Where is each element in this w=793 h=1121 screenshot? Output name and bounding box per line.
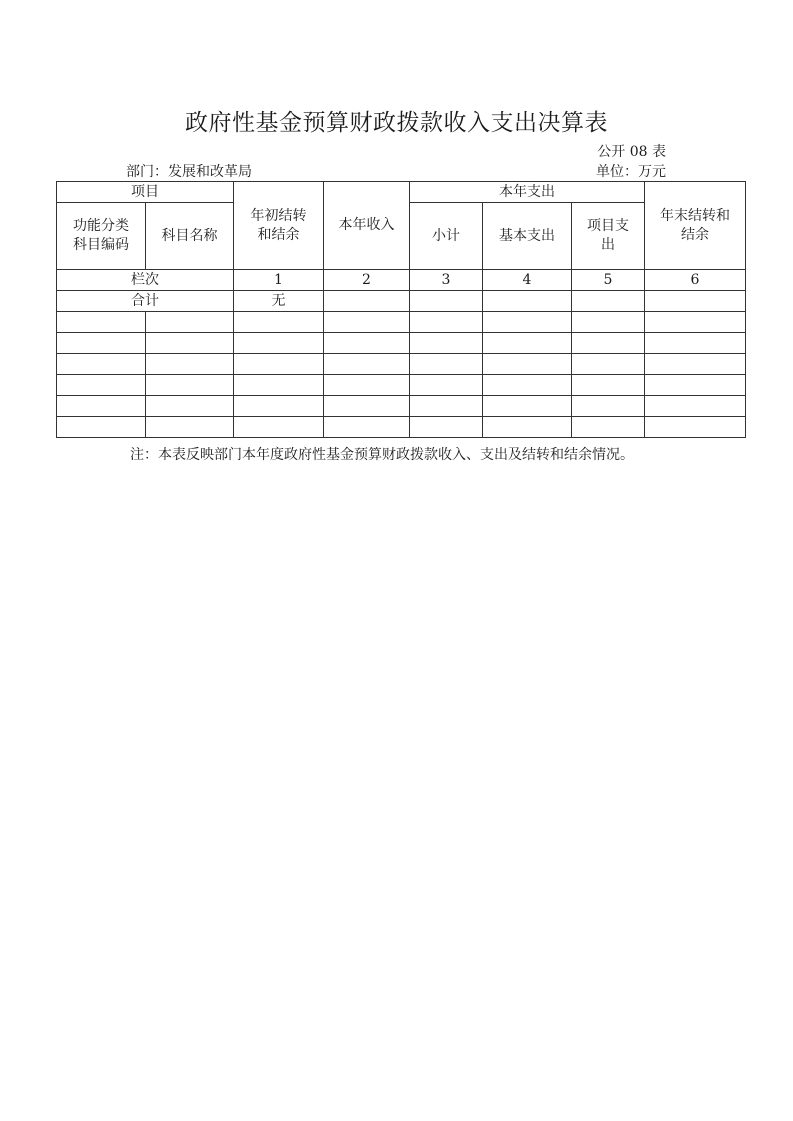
column-number-cell: 3: [410, 270, 483, 291]
table-cell: [645, 396, 746, 417]
page-title: 政府性基金预算财政拨款收入支出决算表: [185, 110, 608, 136]
column-number-cell: 4: [483, 270, 572, 291]
table-cell: [324, 312, 410, 333]
table-cell: [234, 417, 324, 438]
table-cell: [645, 417, 746, 438]
header-subject-name: 科目名称: [146, 203, 234, 270]
table-row: [57, 312, 746, 333]
table-cell: [410, 354, 483, 375]
table-cell: [146, 354, 234, 375]
table-cell: [57, 375, 146, 396]
table-cell: [483, 417, 572, 438]
table-cell: [572, 375, 645, 396]
total-row: [57, 291, 746, 312]
table-cell: [234, 333, 324, 354]
column-number-cell: 1: [234, 270, 324, 291]
table-cell: [572, 312, 645, 333]
table-cell: [234, 396, 324, 417]
header-subtotal: 小计: [410, 203, 483, 270]
table-cell: [410, 375, 483, 396]
table-cell: [645, 333, 746, 354]
table-cell: [57, 333, 146, 354]
header-expense-group: 本年支出: [410, 182, 645, 203]
table-cell: [483, 312, 572, 333]
meta-row: [126, 161, 666, 181]
table-row: [57, 354, 746, 375]
table-cell: [410, 417, 483, 438]
table-cell: [572, 417, 645, 438]
table-cell: [146, 312, 234, 333]
table-cell: [324, 354, 410, 375]
total-cell: [483, 291, 572, 312]
table-cell: [410, 396, 483, 417]
table-cell: [572, 354, 645, 375]
table-cell: [324, 396, 410, 417]
table-cell: [324, 417, 410, 438]
table-cell: [645, 375, 746, 396]
header-begin-balance: 年初结转 和结余: [234, 182, 324, 270]
table-cell: [324, 333, 410, 354]
table-cell: [572, 396, 645, 417]
table-cell: [234, 354, 324, 375]
table-cell: [483, 354, 572, 375]
header-end-balance: 年末结转和 结余: [645, 182, 746, 270]
table-cell: [234, 312, 324, 333]
column-number-cell: 2: [324, 270, 410, 291]
total-cell: [410, 291, 483, 312]
table-cell: [146, 375, 234, 396]
total-cell: [572, 291, 645, 312]
form-number: 公开 08 表: [597, 144, 666, 160]
table-cell: [57, 312, 146, 333]
column-number-cell: 5: [572, 270, 645, 291]
total-cell: 无: [234, 291, 324, 312]
budget-table: [56, 181, 746, 438]
table-cell: [146, 333, 234, 354]
table-cell: [57, 396, 146, 417]
table-cell: [645, 312, 746, 333]
table-cell: [146, 396, 234, 417]
table-cell: [324, 375, 410, 396]
table-cell: [410, 333, 483, 354]
header-project-expense: 项目支 出: [572, 203, 645, 270]
column-number-cell: 6: [645, 270, 746, 291]
header-income: 本年收入: [324, 182, 410, 270]
table-cell: [146, 417, 234, 438]
table-cell: [483, 375, 572, 396]
department-label: 部门：发展和改革局: [126, 164, 252, 180]
table-row: [57, 417, 746, 438]
table-cell: [645, 354, 746, 375]
table-cell: [483, 396, 572, 417]
table-cell: [57, 417, 146, 438]
table-cell: [483, 333, 572, 354]
total-cell: [645, 291, 746, 312]
table-row: [57, 375, 746, 396]
column-number-label: 栏次: [57, 270, 234, 291]
footnote: 注：本表反映部门本年度政府性基金预算财政拨款收入、支出及结转和结余情况。: [130, 447, 634, 463]
table-row: [57, 333, 746, 354]
header-item-group: 项目: [57, 182, 234, 203]
unit-label: 单位：万元: [596, 164, 666, 180]
column-number-row: [57, 270, 746, 291]
table-cell: [410, 312, 483, 333]
total-cell: [324, 291, 410, 312]
table-cell: [57, 354, 146, 375]
header-row-1: [57, 182, 746, 203]
table-row: [57, 396, 746, 417]
table-cell: [234, 375, 324, 396]
total-label: 合计: [57, 291, 234, 312]
header-func-code: 功能分类 科目编码: [57, 203, 146, 270]
header-basic-expense: 基本支出: [483, 203, 572, 270]
table-cell: [572, 333, 645, 354]
